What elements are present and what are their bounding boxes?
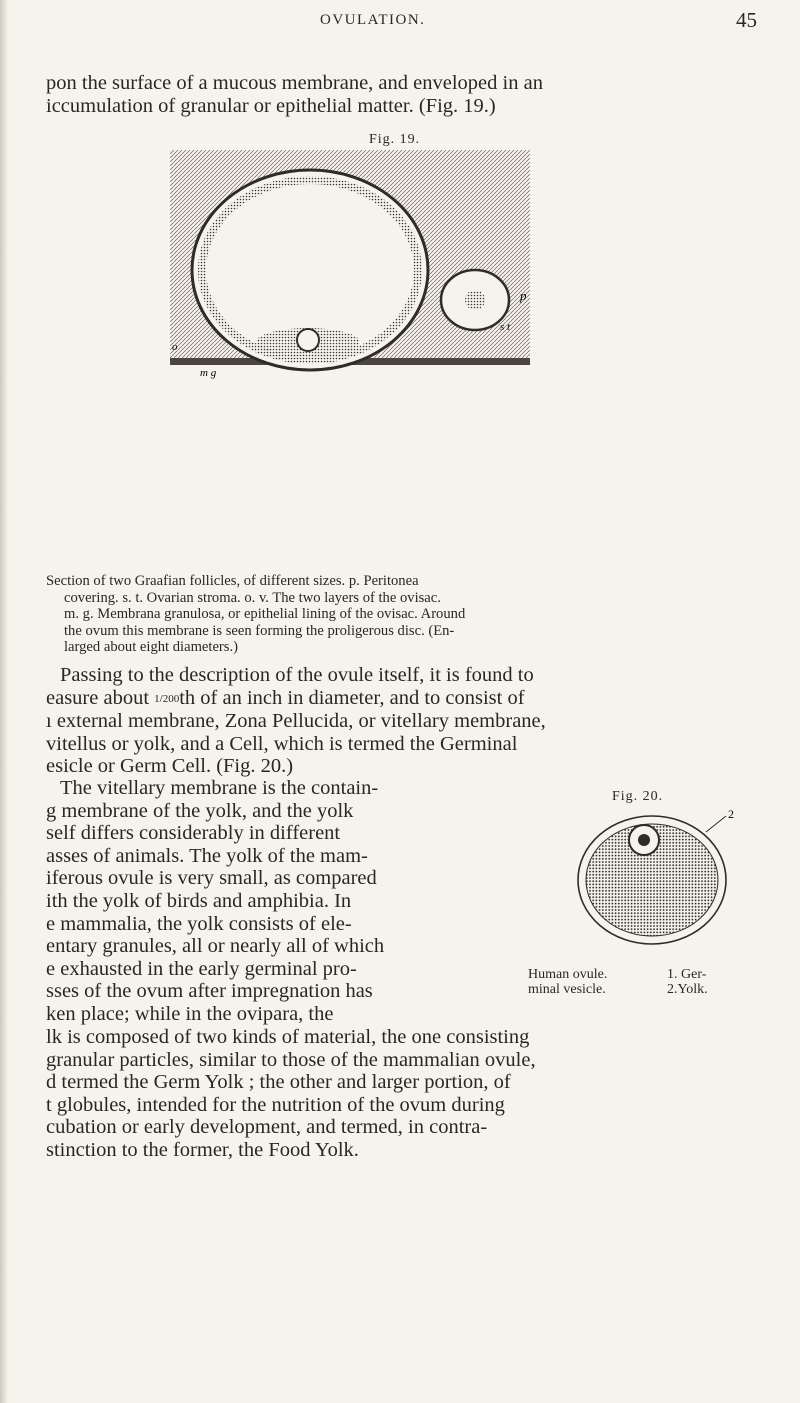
leader-line	[706, 816, 726, 832]
text-line: d termed the Germ Yolk ; the other and larger portion, of	[46, 1071, 511, 1094]
text-line: granular particles, similar to those of the mammalian ovule,	[46, 1048, 536, 1071]
page-gutter-shadow	[0, 0, 8, 1403]
text-line: g membrane of the yolk, and the yolk	[46, 799, 354, 822]
text-line: self differs considerably in different	[46, 822, 341, 845]
marker-2: 2	[728, 807, 734, 821]
caption-line: minal vesicle.	[528, 982, 606, 997]
text-fragment: easure about	[46, 686, 155, 709]
small-ovum	[465, 290, 485, 310]
text-line: ken place; while in the ovipara, the	[46, 1002, 334, 1025]
text-line	[46, 687, 546, 711]
caption-line: the ovum this membrane is seen forming the proligerous disc. (En-	[64, 622, 455, 639]
fraction-1-200: 1/200	[154, 692, 180, 705]
text-line: entary granules, all or nearly all of which	[46, 935, 385, 958]
running-title: OVULATION.	[320, 12, 426, 28]
text-line: Passing to the description of the ovule itself, it is found to	[60, 664, 534, 686]
caption-line: covering. s. t. Ovarian stroma. o. v. The two layers of the ovisac.	[64, 589, 441, 606]
figure-20-caption-left	[528, 967, 607, 997]
text-line: cubation or early development, and termed, in contra-	[46, 1116, 488, 1139]
figure-20-label: Fig. 20.	[612, 789, 664, 804]
text-line: ı external membrane, Zona Pellucida, or vitellary membrane,	[46, 710, 546, 733]
germinal-spot	[638, 834, 650, 846]
caption-line: larged about eight diameters.)	[64, 639, 238, 656]
paragraph-intro	[46, 72, 543, 117]
text-line: esicle or Germ Cell. (Fig. 20.)	[46, 755, 294, 778]
ovum	[297, 329, 319, 351]
page-number: 45	[736, 8, 757, 32]
caption-line: Section of two Graafian follicles, of different sizes. p. Peritonea	[46, 573, 419, 589]
text-line: asses of animals. The yolk of the mam-	[46, 844, 368, 867]
figure-19-illustration	[170, 150, 530, 380]
figure-19-caption	[46, 573, 756, 656]
paragraph-vitellary-narrow	[46, 777, 384, 1026]
caption-line: 1. Ger-	[667, 967, 707, 982]
text-line: vitellus or yolk, and a Cell, which is termed the Germinal	[46, 732, 518, 755]
marker-mg: m g	[200, 367, 217, 379]
figure-20-caption-right	[667, 967, 708, 997]
marker-p: p	[520, 288, 527, 303]
text-line: e mammalia, the yolk consists of ele-	[46, 912, 352, 935]
text-line: ith the yolk of birds and amphibia. In	[46, 889, 352, 912]
text-line: The vitellary membrane is the contain-	[60, 777, 379, 799]
text-line: lk is composed of two kinds of material, the one consisting	[46, 1026, 530, 1048]
marker-st: s t	[500, 321, 511, 333]
figure-19-label: Fig. 19.	[369, 132, 421, 147]
paragraph-ovule	[46, 664, 546, 778]
caption-line: Human ovule.	[528, 967, 608, 982]
text-line: iccumulation of granular or epithelial matter. (Fig. 19.)	[46, 94, 496, 117]
marker-o: o	[172, 341, 178, 353]
text-line: t globules, intended for the nutrition of the ovum during	[46, 1093, 505, 1116]
figure-20-illustration	[566, 806, 746, 956]
paragraph-yolk-full	[46, 1026, 536, 1162]
caption-line: m. g. Membrana granulosa, or epithelial lining of the ovisac. Around	[64, 606, 466, 623]
caption-line: 2.Yolk.	[667, 982, 708, 997]
running-head	[0, 6, 800, 36]
text-line: stinction to the former, the Food Yolk.	[46, 1138, 359, 1161]
text-line: pon the surface of a mucous membrane, and enveloped in an	[46, 72, 543, 94]
text-fragment: th of an inch in diameter, and to consist of	[179, 686, 525, 709]
text-line: sses of the ovum after impregnation has	[46, 980, 373, 1003]
text-line: e exhausted in the early germinal pro-	[46, 957, 357, 980]
text-line: iferous ovule is very small, as compared	[46, 867, 377, 890]
